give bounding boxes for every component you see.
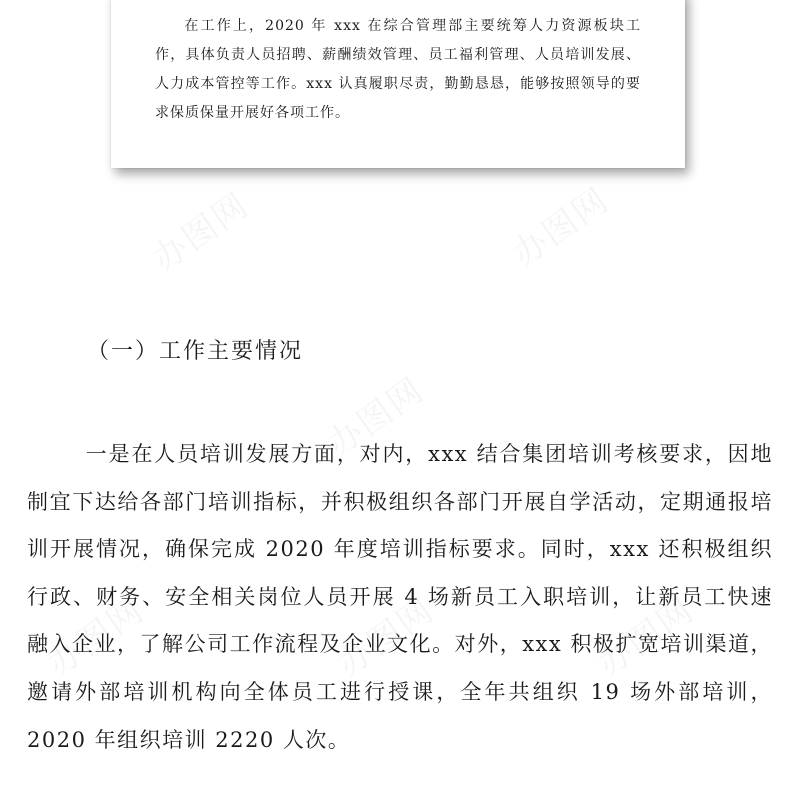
watermark (141, 178, 258, 280)
summary-card (111, 0, 685, 168)
section-paragraph: 一是在人员培训发展方面，对内，xxx 结合集团培训考核要求，因地制宜下达给各部门培训指标，并积极组织各部门开展自学活动，定期通报培训开展情况，确保完成 2020 年度培训指标要求。同时，xxx 还积极组织行政、财务、安全相关岗位人员开展 4 场新员工入职培训，让新员工快速融入企业，了解公司工作流程及企业文化。对外，xxx 积极扩宽培训渠道，邀请外部培训机构向全体员工进行授课，全年共组织 19 场外部培训，2020 年组织培训 2220 人次。 (27, 442, 773, 752)
watermark (501, 173, 618, 275)
summary-card-text: 在工作上，2020 年 xxx 在综合管理部主要统筹人力资源板块工作，具体负责人员招聘、薪酬绩效管理、员工福利管理、人员培训发展、人力成本管控等工作。xxx 认真履职尽责，勤勤恳恳，能够按照领导的要求保质保量开展好各项工作。 (155, 18, 641, 121)
section-heading: （一）工作主要情况 (87, 339, 304, 364)
